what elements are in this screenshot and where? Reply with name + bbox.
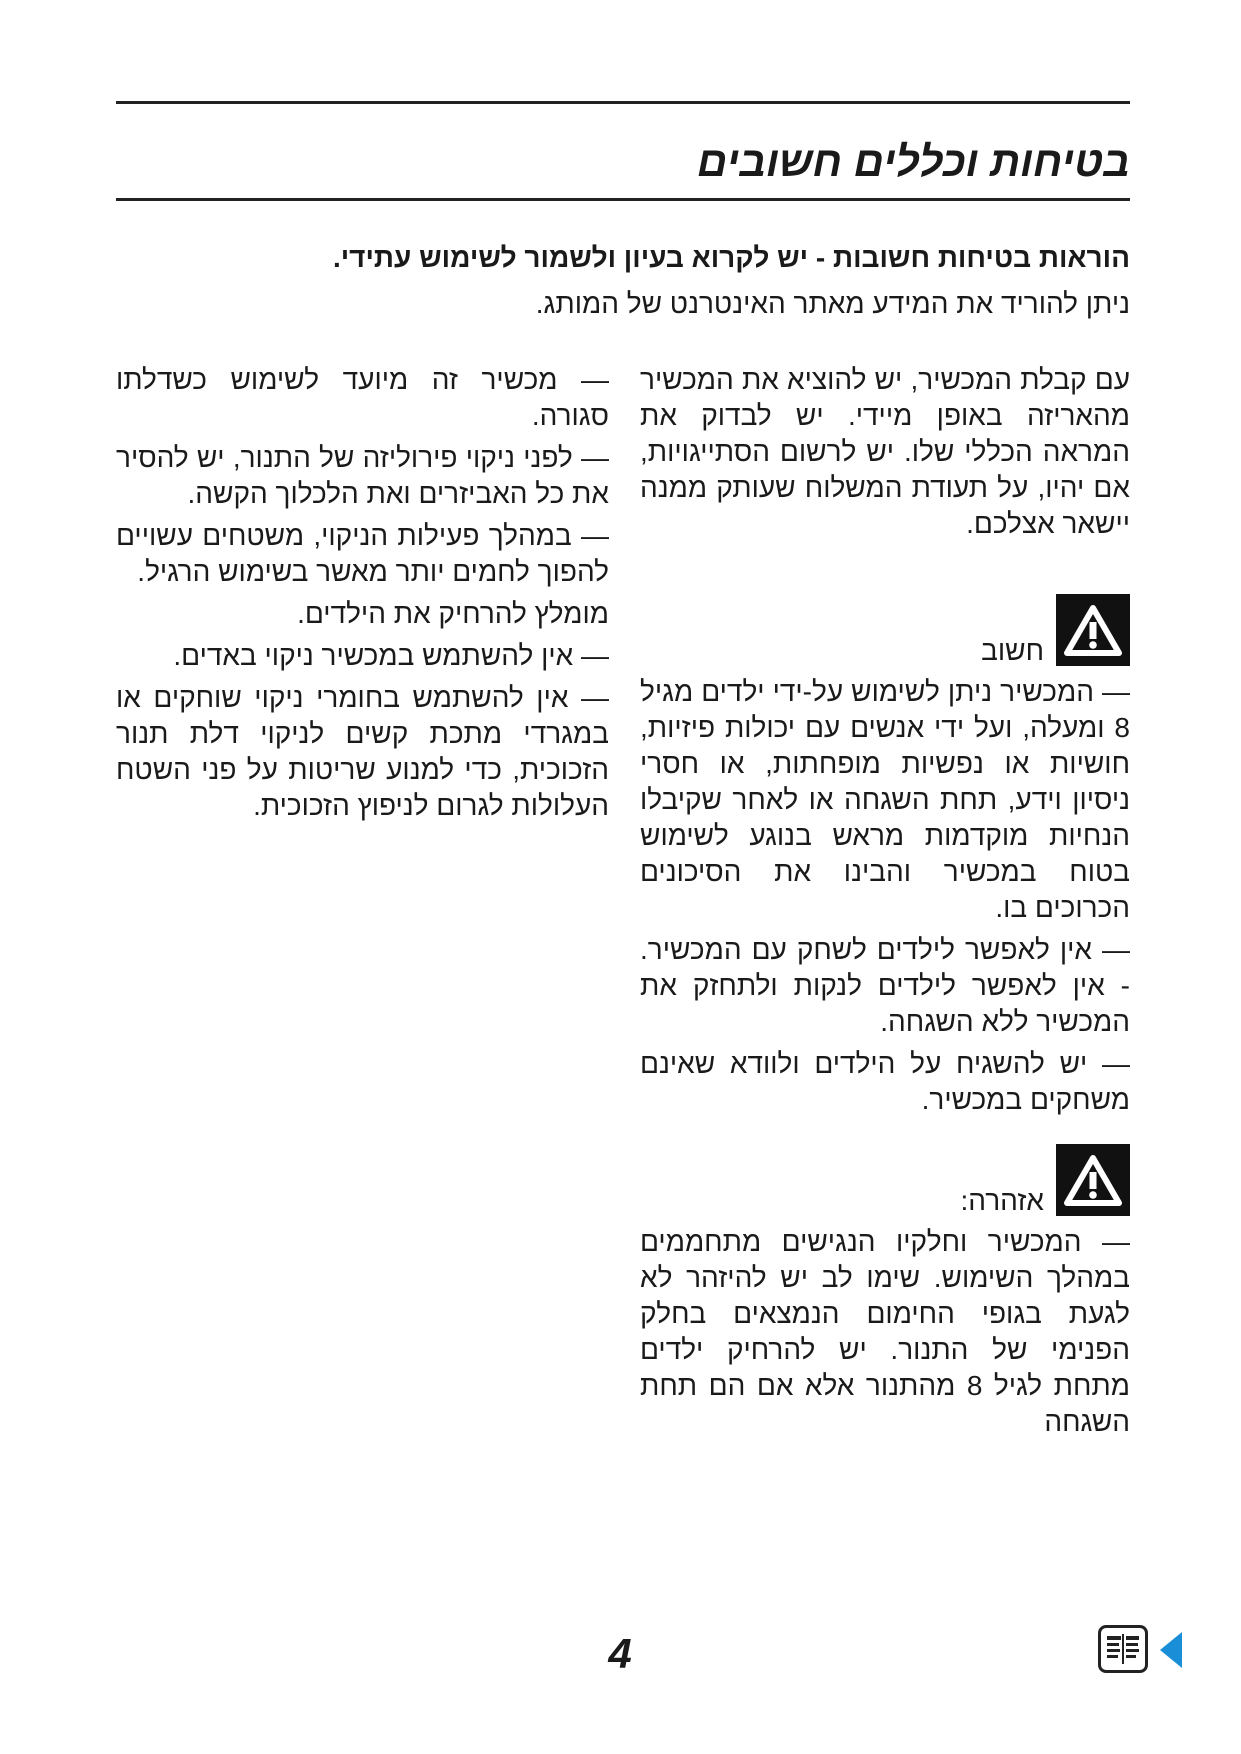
warning-triangle-icon — [1056, 594, 1130, 666]
intro-bold-line: הוראות בטיחות חשובות - יש לקרוא בעיון ולשמור לשימוש עתידי. — [332, 242, 1130, 273]
intro-section — [116, 242, 1130, 320]
right-column — [640, 362, 1130, 1446]
important-item: — יש להשגיח על הילדים ולוודא שאינם משחקים במכשיר. — [640, 1048, 1130, 1115]
safety-item: מומלץ להרחיק את הילדים. — [297, 598, 609, 629]
safety-item: — במהלך פעילות הניקוי, משטחים עשויים להפוך לחמים יותר מאשר בשימוש הרגיל. — [116, 520, 609, 587]
important-label: חשוב — [981, 635, 1044, 666]
top-rule — [116, 101, 1130, 104]
important-item: — אין לאפשר לילדים לשחק עם המכשיר. - אין לאפשר לילדים לנקות ולתחזק את המכשיר ללא השגחה. — [640, 934, 1130, 1037]
warning-item: — המכשיר וחלקיו הנגישים מתחממים במהלך השימוש. שימו לב יש להיזהר לא לגעת בגופי החימום הנמצאים בחלק הפנימי של התנור. יש להרחיק ילדים מתחת לגיל 8 מהתנור אלא אם הם תחת השגחה — [640, 1226, 1131, 1437]
safety-item: — אין להשתמש במכשיר ניקוי באדים. — [173, 640, 609, 671]
left-column — [116, 362, 609, 830]
important-item: — המכשיר ניתן לשימוש על-ידי ילדים מגיל 8 ומעלה, ועל ידי אנשים עם יכולות פיזיות, חושיות או נפשיות מופחתות, או חסרי ניסיון וידע, תחת השגחה או לאחר שקיבלו הנחיות מוקדמות מראש בנוגע לשימוש בטוח במכשיר והבינו את הסיכונים הכרוכים בו. — [640, 676, 1130, 923]
warning-heading — [640, 1144, 1130, 1216]
previous-page-arrow-icon[interactable] — [1158, 1630, 1184, 1675]
safety-item: — לפני ניקוי פירוליזה של התנור, יש להסיר את כל האביזרים ואת הלכלוך הקשה. — [116, 442, 609, 509]
page-number: 4 — [608, 1630, 632, 1677]
intro-paragraph: עם קבלת המכשיר, יש להוציא את המכשיר מהאריזה באופן מיידי. יש לבדוק את המראה הכללי שלו. יש לרשום הסתייגויות, אם יהיו, על תעודת המשלוח שעותק ממנה יישאר אצלכם. — [640, 364, 1130, 539]
safety-item: — אין להשתמש בחומרי ניקוי שוחקים או במגרדי מתכת קשים לניקוי דלת תנור הזכוכית, כדי למנוע שריטות על פני השטח העלולות לגרום לניפוץ הזכוכית. — [116, 682, 609, 821]
important-heading — [640, 594, 1130, 666]
intro-line: ניתן להוריד את המידע מאתר האינטרנט של המותג. — [535, 288, 1130, 319]
warning-triangle-icon — [1056, 1144, 1130, 1216]
page-title: בטיחות וכללים חשובים — [697, 138, 1130, 185]
warning-label: אזהרה: — [960, 1185, 1044, 1216]
title-underline — [116, 198, 1130, 201]
safety-item: — מכשיר זה מיועד לשימוש כשדלתו סגורה. — [116, 364, 609, 431]
table-of-contents-icon[interactable] — [1098, 1625, 1148, 1673]
